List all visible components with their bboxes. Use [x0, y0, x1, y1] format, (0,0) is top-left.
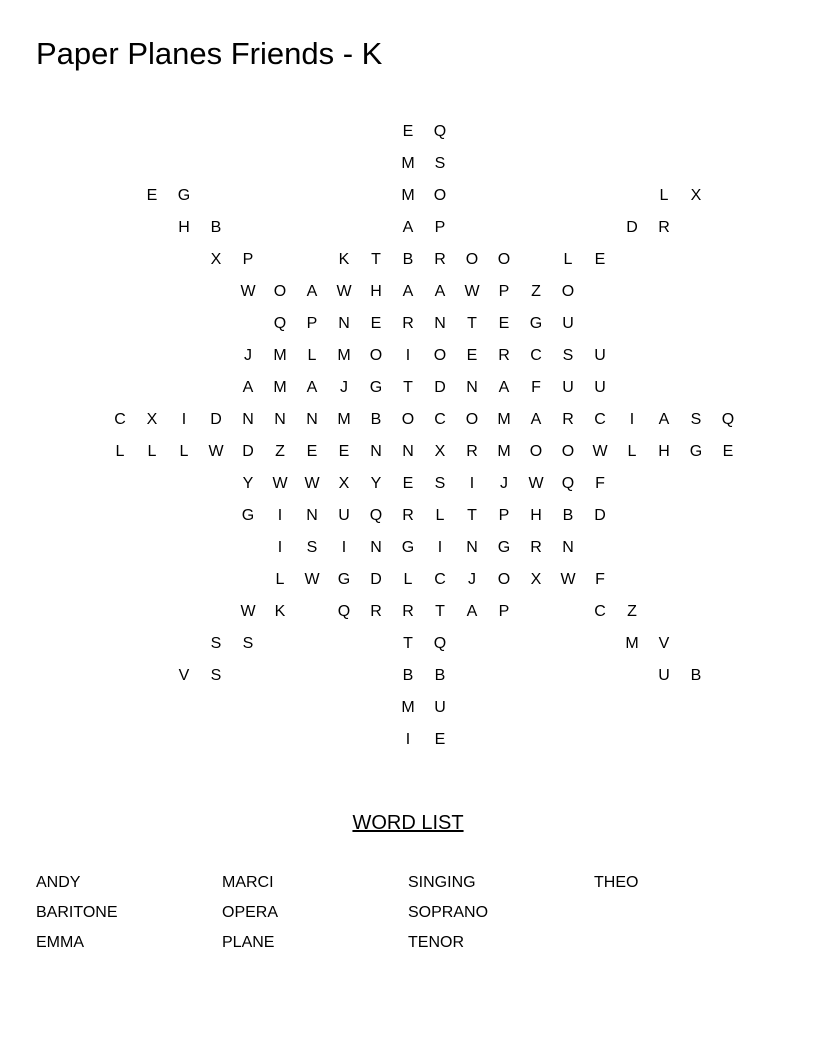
grid-letter: F: [595, 475, 605, 492]
grid-letter: O: [273, 283, 287, 300]
grid-letter: O: [369, 347, 383, 364]
grid-letter: W: [272, 475, 288, 492]
grid-letter: P: [498, 603, 510, 620]
grid-letter: H: [530, 507, 542, 524]
grid-letter: C: [530, 347, 542, 364]
grid-letter: O: [465, 411, 479, 428]
grid-letter: O: [433, 187, 447, 204]
grid-letter: Q: [369, 507, 383, 524]
grid-letter: I: [341, 539, 347, 556]
grid-letter: G: [337, 571, 351, 588]
grid-letter: I: [277, 507, 283, 524]
grid-letter: Q: [561, 475, 575, 492]
word-list-heading: WORD LIST: [352, 812, 464, 834]
grid-letter: K: [274, 603, 286, 620]
grid-letter: E: [146, 187, 158, 204]
grid-letter: N: [466, 379, 478, 396]
grid-letter: L: [115, 443, 125, 460]
word-list-item: SOPRANO: [408, 904, 489, 921]
grid-letter: W: [528, 475, 544, 492]
grid-letter: B: [402, 667, 414, 684]
grid-letter: P: [306, 315, 318, 332]
grid-letter: P: [242, 251, 254, 268]
grid-letter: E: [594, 251, 606, 268]
grid-letter: W: [336, 283, 352, 300]
grid-letter: A: [466, 603, 478, 620]
grid-letter: I: [277, 539, 283, 556]
grid-letter: B: [210, 219, 222, 236]
grid-letter: C: [594, 603, 606, 620]
grid-letter: L: [147, 443, 157, 460]
grid-letter: D: [626, 219, 638, 236]
grid-letter: O: [401, 411, 415, 428]
grid-letter: W: [304, 475, 320, 492]
grid-letter: E: [498, 315, 510, 332]
grid-letter: I: [405, 347, 411, 364]
grid-letter: R: [370, 603, 382, 620]
grid-letter: B: [434, 667, 446, 684]
grid-letter: T: [467, 315, 477, 332]
grid-letter: T: [403, 379, 413, 396]
grid-letter: T: [435, 603, 445, 620]
grid-letter: C: [594, 411, 606, 428]
grid-letter: E: [370, 315, 382, 332]
grid-letter: S: [210, 635, 222, 652]
grid-letter: R: [498, 347, 510, 364]
grid-letter: M: [497, 443, 511, 460]
grid-letter: A: [658, 411, 670, 428]
page-title: Paper Planes Friends - K: [36, 36, 383, 71]
grid-letter: L: [403, 571, 413, 588]
grid-letter: D: [242, 443, 254, 460]
grid-letter: N: [370, 443, 382, 460]
grid-letter: T: [403, 635, 413, 652]
word-list-item: TENOR: [408, 934, 464, 951]
grid-letter: E: [306, 443, 318, 460]
grid-letter: B: [562, 507, 574, 524]
grid-letter: H: [658, 443, 670, 460]
grid-letter: F: [531, 379, 541, 396]
grid-letter: P: [434, 219, 446, 236]
grid-letter: N: [434, 315, 446, 332]
grid-letter: Z: [275, 443, 285, 460]
grid-letter: N: [242, 411, 254, 428]
grid-letter: M: [401, 699, 415, 716]
grid-letter: S: [242, 635, 254, 652]
grid-letter: Q: [721, 411, 735, 428]
grid-letter: R: [530, 539, 542, 556]
word-list-item: MARCI: [222, 874, 274, 891]
grid-letter: T: [371, 251, 381, 268]
grid-letter: M: [337, 347, 351, 364]
grid-letter: S: [562, 347, 574, 364]
grid-letter: O: [465, 251, 479, 268]
grid-letter: X: [210, 251, 222, 268]
grid-letter: O: [561, 283, 575, 300]
grid-letter: A: [306, 283, 318, 300]
grid-letter: G: [369, 379, 383, 396]
grid-letter: X: [530, 571, 542, 588]
grid-letter: U: [594, 379, 606, 396]
grid-letter: I: [181, 411, 187, 428]
grid-letter: L: [563, 251, 573, 268]
grid-letter: W: [240, 603, 256, 620]
grid-letter: R: [562, 411, 574, 428]
grid-letter: S: [306, 539, 318, 556]
grid-letter: H: [370, 283, 382, 300]
grid-letter: G: [177, 187, 191, 204]
grid-letter: W: [560, 571, 576, 588]
grid-letter: M: [337, 411, 351, 428]
grid-letter: V: [178, 667, 190, 684]
word-list-item: PLANE: [222, 934, 275, 951]
grid-letter: M: [497, 411, 511, 428]
grid-letter: N: [370, 539, 382, 556]
word-list-item: ANDY: [36, 874, 81, 891]
grid-letter: N: [306, 411, 318, 428]
grid-letter: N: [306, 507, 318, 524]
grid-letter: G: [401, 539, 415, 556]
grid-letter: A: [402, 219, 414, 236]
grid-letter: I: [437, 539, 443, 556]
grid-letter: T: [467, 507, 477, 524]
grid-letter: B: [402, 251, 414, 268]
grid-letter: D: [594, 507, 606, 524]
grid-letter: J: [244, 347, 252, 364]
grid-letter: G: [529, 315, 543, 332]
grid-letter: F: [595, 571, 605, 588]
grid-letter: E: [434, 731, 446, 748]
grid-letter: B: [370, 411, 382, 428]
grid-letter: R: [402, 315, 414, 332]
grid-letter: R: [466, 443, 478, 460]
grid-letter: K: [338, 251, 350, 268]
grid-letter: N: [338, 315, 350, 332]
grid-letter: C: [114, 411, 126, 428]
grid-letter: R: [434, 251, 446, 268]
grid-letter: E: [338, 443, 350, 460]
grid-letter: O: [529, 443, 543, 460]
grid-letter: E: [466, 347, 478, 364]
grid-letter: X: [690, 187, 702, 204]
grid-letter: M: [273, 379, 287, 396]
grid-letter: Q: [273, 315, 287, 332]
grid-letter: N: [466, 539, 478, 556]
grid-letter: P: [498, 283, 510, 300]
grid-letter: B: [690, 667, 702, 684]
grid-letter: X: [434, 443, 446, 460]
grid-letter: A: [242, 379, 254, 396]
grid-letter: N: [402, 443, 414, 460]
grid-letter: S: [690, 411, 702, 428]
grid-letter: M: [401, 187, 415, 204]
word-list-item: THEO: [594, 874, 639, 891]
grid-letter: X: [146, 411, 158, 428]
grid-letter: W: [464, 283, 480, 300]
grid-letter: W: [304, 571, 320, 588]
grid-letter: O: [433, 347, 447, 364]
word-list-item: SINGING: [408, 874, 476, 891]
grid-letter: Z: [627, 603, 637, 620]
grid-letter: H: [178, 219, 190, 236]
grid-letter: R: [402, 507, 414, 524]
grid-letter: X: [338, 475, 350, 492]
grid-letter: G: [241, 507, 255, 524]
grid-letter: N: [274, 411, 286, 428]
grid-letter: O: [497, 251, 511, 268]
grid-letter: J: [468, 571, 476, 588]
grid-letter: I: [629, 411, 635, 428]
grid-letter: E: [402, 475, 414, 492]
grid-letter: S: [210, 667, 222, 684]
grid-letter: L: [435, 507, 445, 524]
grid-letter: W: [592, 443, 608, 460]
grid-letter: W: [240, 283, 256, 300]
grid-letter: L: [307, 347, 317, 364]
grid-letter: Q: [337, 603, 351, 620]
grid-letter: U: [562, 379, 574, 396]
grid-letter: I: [405, 731, 411, 748]
grid-letter: G: [497, 539, 511, 556]
grid-letter: D: [370, 571, 382, 588]
grid-letter: L: [179, 443, 189, 460]
word-list-item: EMMA: [36, 934, 84, 951]
grid-letter: A: [434, 283, 446, 300]
grid-letter: Y: [242, 475, 254, 492]
grid-letter: L: [275, 571, 285, 588]
grid-letter: P: [498, 507, 510, 524]
grid-letter: U: [434, 699, 446, 716]
grid-letter: O: [561, 443, 575, 460]
grid-letter: I: [469, 475, 475, 492]
grid-letter: J: [500, 475, 508, 492]
word-list-item: OPERA: [222, 904, 279, 921]
grid-letter: Y: [370, 475, 382, 492]
grid-letter: Q: [433, 635, 447, 652]
grid-letter: M: [625, 635, 639, 652]
grid-letter: Q: [433, 123, 447, 140]
grid-letter: C: [434, 571, 446, 588]
grid-letter: D: [210, 411, 222, 428]
grid-letter: N: [562, 539, 574, 556]
grid-letter: A: [306, 379, 318, 396]
grid-letter: V: [658, 635, 670, 652]
grid-letter: R: [658, 219, 670, 236]
grid-letter: C: [434, 411, 446, 428]
grid-letter: R: [402, 603, 414, 620]
grid-letter: M: [401, 155, 415, 172]
grid-letter: G: [689, 443, 703, 460]
grid-letter: S: [434, 475, 446, 492]
word-list-item: BARITONE: [36, 904, 118, 921]
grid-letter: E: [722, 443, 734, 460]
grid-letter: U: [338, 507, 350, 524]
grid-letter: Z: [531, 283, 541, 300]
grid-letter: J: [340, 379, 348, 396]
grid-letter: L: [627, 443, 637, 460]
grid-letter: O: [497, 571, 511, 588]
grid-letter: U: [658, 667, 670, 684]
grid-letter: W: [208, 443, 224, 460]
grid-letter: D: [434, 379, 446, 396]
grid-letter: A: [530, 411, 542, 428]
grid-letter: S: [434, 155, 446, 172]
grid-letter: U: [594, 347, 606, 364]
grid-letter: L: [659, 187, 669, 204]
grid-letter: A: [402, 283, 414, 300]
grid-letter: U: [562, 315, 574, 332]
grid-letter: A: [498, 379, 510, 396]
grid-letter: M: [273, 347, 287, 364]
grid-letter: E: [402, 123, 414, 140]
